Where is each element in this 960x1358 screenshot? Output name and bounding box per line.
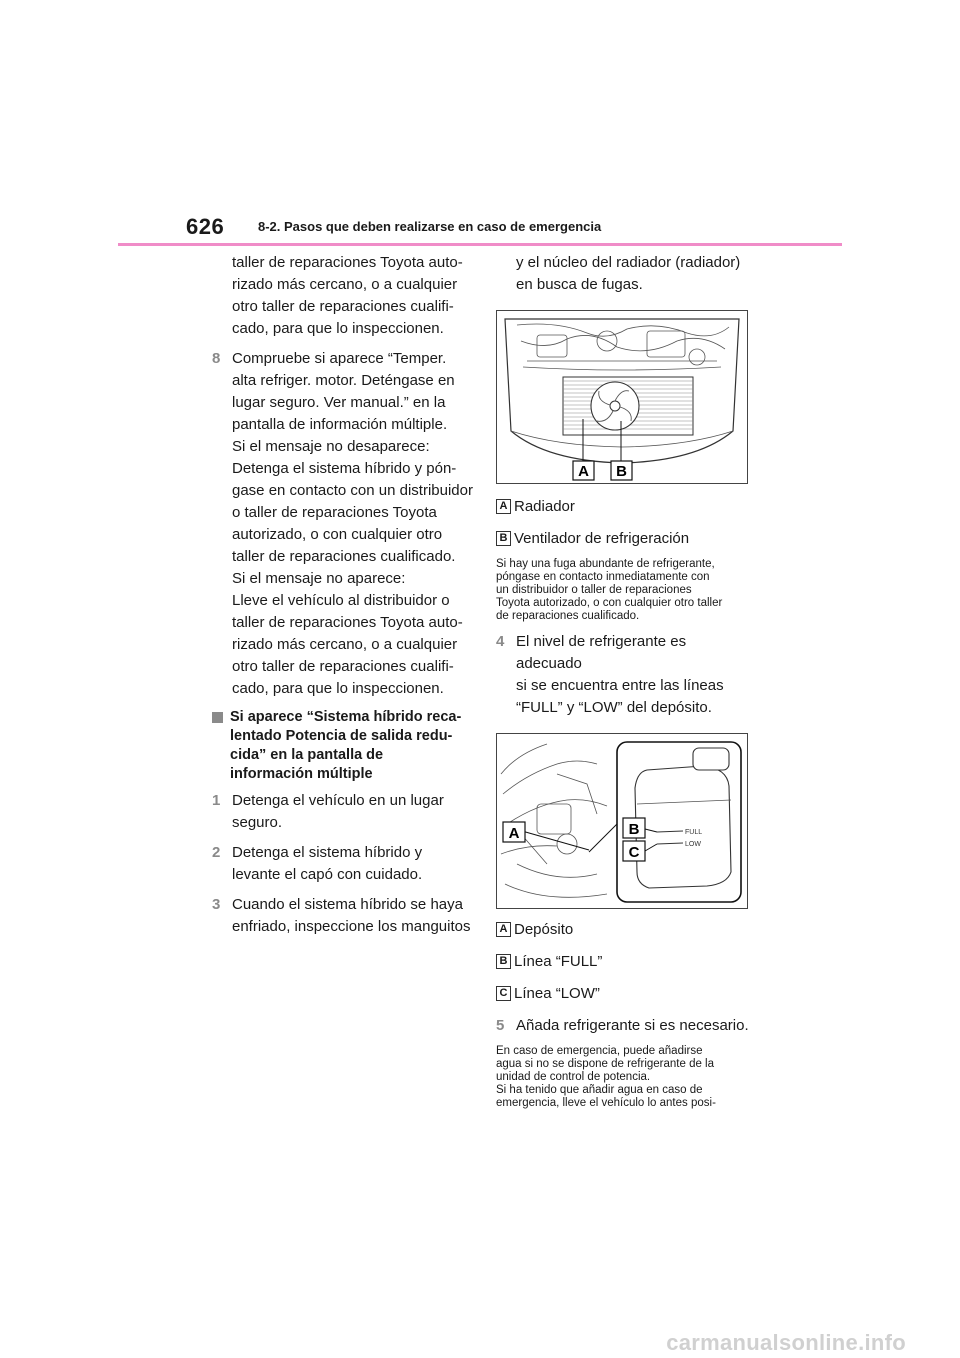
heading-line: Si aparece “Sistema híbrido reca-	[230, 709, 462, 725]
step-number: 2	[212, 844, 221, 861]
step-number: 5	[496, 1017, 505, 1034]
right-column	[496, 252, 756, 1110]
fig2-label-c: C	[628, 844, 640, 861]
note-line: póngase en contacto inmediatamente con	[496, 571, 710, 583]
continued-paragraph	[212, 252, 474, 340]
text-line: cado, para que lo inspeccionen.	[232, 680, 444, 697]
text-line: rizado más cercano, o a cualquier	[232, 276, 458, 293]
fig1-label-b: B	[616, 463, 627, 480]
legend-key: A	[496, 499, 511, 514]
step-1	[212, 790, 474, 834]
page-header	[0, 0, 960, 250]
text-line: taller de reparaciones cualificado.	[232, 548, 456, 565]
legend-text: Línea “FULL”	[514, 953, 603, 970]
legend-text: Depósito	[514, 921, 574, 938]
text-line: Lleve el vehículo al distribuidor o	[232, 592, 450, 609]
text-line: alta refriger. motor. Deténgase en	[232, 372, 455, 389]
header-rule	[118, 243, 842, 246]
text-line: Si el mensaje no aparece:	[232, 570, 406, 587]
text-line: cado, para que lo inspeccionen.	[232, 320, 444, 337]
legend-text: Ventilador de refrigeración	[514, 530, 690, 547]
low-mark-text: LOW	[685, 841, 701, 848]
legend-text: Radiador	[514, 498, 575, 515]
text-line: levante el capó con cuidado.	[232, 866, 423, 883]
heading-line: cida” en la pantalla de	[230, 747, 384, 763]
fig2-label-b: B	[628, 821, 640, 838]
text-line: autorizado, o con cualquier otro	[232, 526, 443, 543]
text-line: Cuando el sistema híbrido se haya	[232, 896, 463, 913]
text-line: pantalla de información múltiple.	[232, 416, 448, 433]
note-line: Si ha tenido que añadir agua en caso de	[496, 1084, 703, 1096]
reservoir-figure	[496, 733, 748, 909]
text-line: otro taller de reparaciones cualifi-	[232, 298, 454, 315]
note-line: unidad de control de potencia.	[496, 1071, 651, 1083]
text-line: y el núcleo del radiador (radiador)	[516, 254, 741, 271]
text-line: Si el mensaje no desaparece:	[232, 438, 430, 455]
text-line: Añada refrigerante si es necesario.	[516, 1017, 749, 1034]
heading-line: información múltiple	[230, 766, 373, 782]
section-title: 8-2. Pasos que deben realizarse en caso de emergencia	[258, 219, 602, 234]
subsection-heading	[212, 708, 474, 784]
legend-key: C	[496, 986, 511, 1001]
page-number: 626	[186, 214, 225, 239]
step-number: 1	[212, 792, 221, 809]
note-line: emergencia, lleve el vehículo lo antes posi-	[496, 1097, 716, 1109]
text-line: lugar seguro. Ver manual.” en la	[232, 394, 446, 411]
note-emergency-water	[496, 1045, 756, 1110]
text-line: o taller de reparaciones Toyota	[232, 504, 437, 521]
legend-key: B	[496, 954, 511, 969]
left-column	[212, 252, 474, 938]
text-line: si se encuentra entre las líneas	[516, 677, 724, 694]
fig1-label-a: A	[578, 463, 589, 480]
text-line: en busca de fugas.	[516, 276, 643, 293]
text-line: enfriado, inspeccione los manguitos	[232, 918, 471, 935]
legend-item-a	[496, 919, 756, 941]
square-bullet-icon	[212, 712, 223, 723]
legend-item-b	[496, 951, 756, 973]
step-4	[496, 631, 756, 719]
text-line: “FULL” y “LOW” del depósito.	[516, 699, 712, 716]
note-line: de reparaciones cualificado.	[496, 610, 640, 622]
heading-line: lentado Potencia de salida redu-	[230, 728, 453, 744]
text-line: Detenga el sistema híbrido y pón-	[232, 460, 457, 477]
legend-text: Línea “LOW”	[514, 985, 600, 1002]
text-line: taller de reparaciones Toyota auto-	[232, 614, 463, 631]
text-line: gase en contacto con un distribuidor	[232, 482, 473, 499]
step-number: 8	[212, 350, 221, 367]
text-line: taller de reparaciones Toyota auto-	[232, 254, 463, 271]
note-line: Si hay una fuga abundante de refrigerante,	[496, 558, 715, 570]
watermark: carmanualsonline.info	[666, 1330, 906, 1355]
step-3	[212, 894, 474, 938]
step-5	[496, 1015, 756, 1037]
legend-key: A	[496, 922, 511, 937]
coolant-reservoir-illustration	[497, 734, 747, 908]
continued-paragraph	[496, 252, 756, 296]
full-mark-text: FULL	[685, 829, 703, 836]
legend-item-b	[496, 528, 756, 550]
step-8	[212, 348, 474, 700]
step-2	[212, 842, 474, 886]
step-number: 3	[212, 896, 221, 913]
text-line: rizado más cercano, o a cualquier	[232, 636, 458, 653]
legend-key: B	[496, 531, 511, 546]
text-line: otro taller de reparaciones cualifi-	[232, 658, 454, 675]
text-line: seguro.	[232, 814, 283, 831]
step-number: 4	[496, 633, 505, 650]
text-line: El nivel de refrigerante es adecuado	[516, 633, 687, 672]
engine-bay-front-illustration	[497, 311, 747, 483]
legend-item-a	[496, 496, 756, 518]
note-line: En caso de emergencia, puede añadirse	[496, 1045, 703, 1057]
fig2-label-a: A	[508, 825, 520, 842]
note-leak	[496, 558, 756, 623]
note-line: agua si no se dispone de refrigerante de la	[496, 1058, 715, 1070]
legend-item-c	[496, 983, 756, 1005]
note-line: Toyota autorizado, o con cualquier otro taller	[496, 597, 723, 609]
text-line: Compruebe si aparece “Temper.	[232, 350, 447, 367]
radiator-figure	[496, 310, 748, 484]
text-line: Detenga el vehículo en un lugar	[232, 792, 444, 809]
text-line: Detenga el sistema híbrido y	[232, 844, 423, 861]
note-line: un distribuidor o taller de reparaciones	[496, 584, 692, 596]
